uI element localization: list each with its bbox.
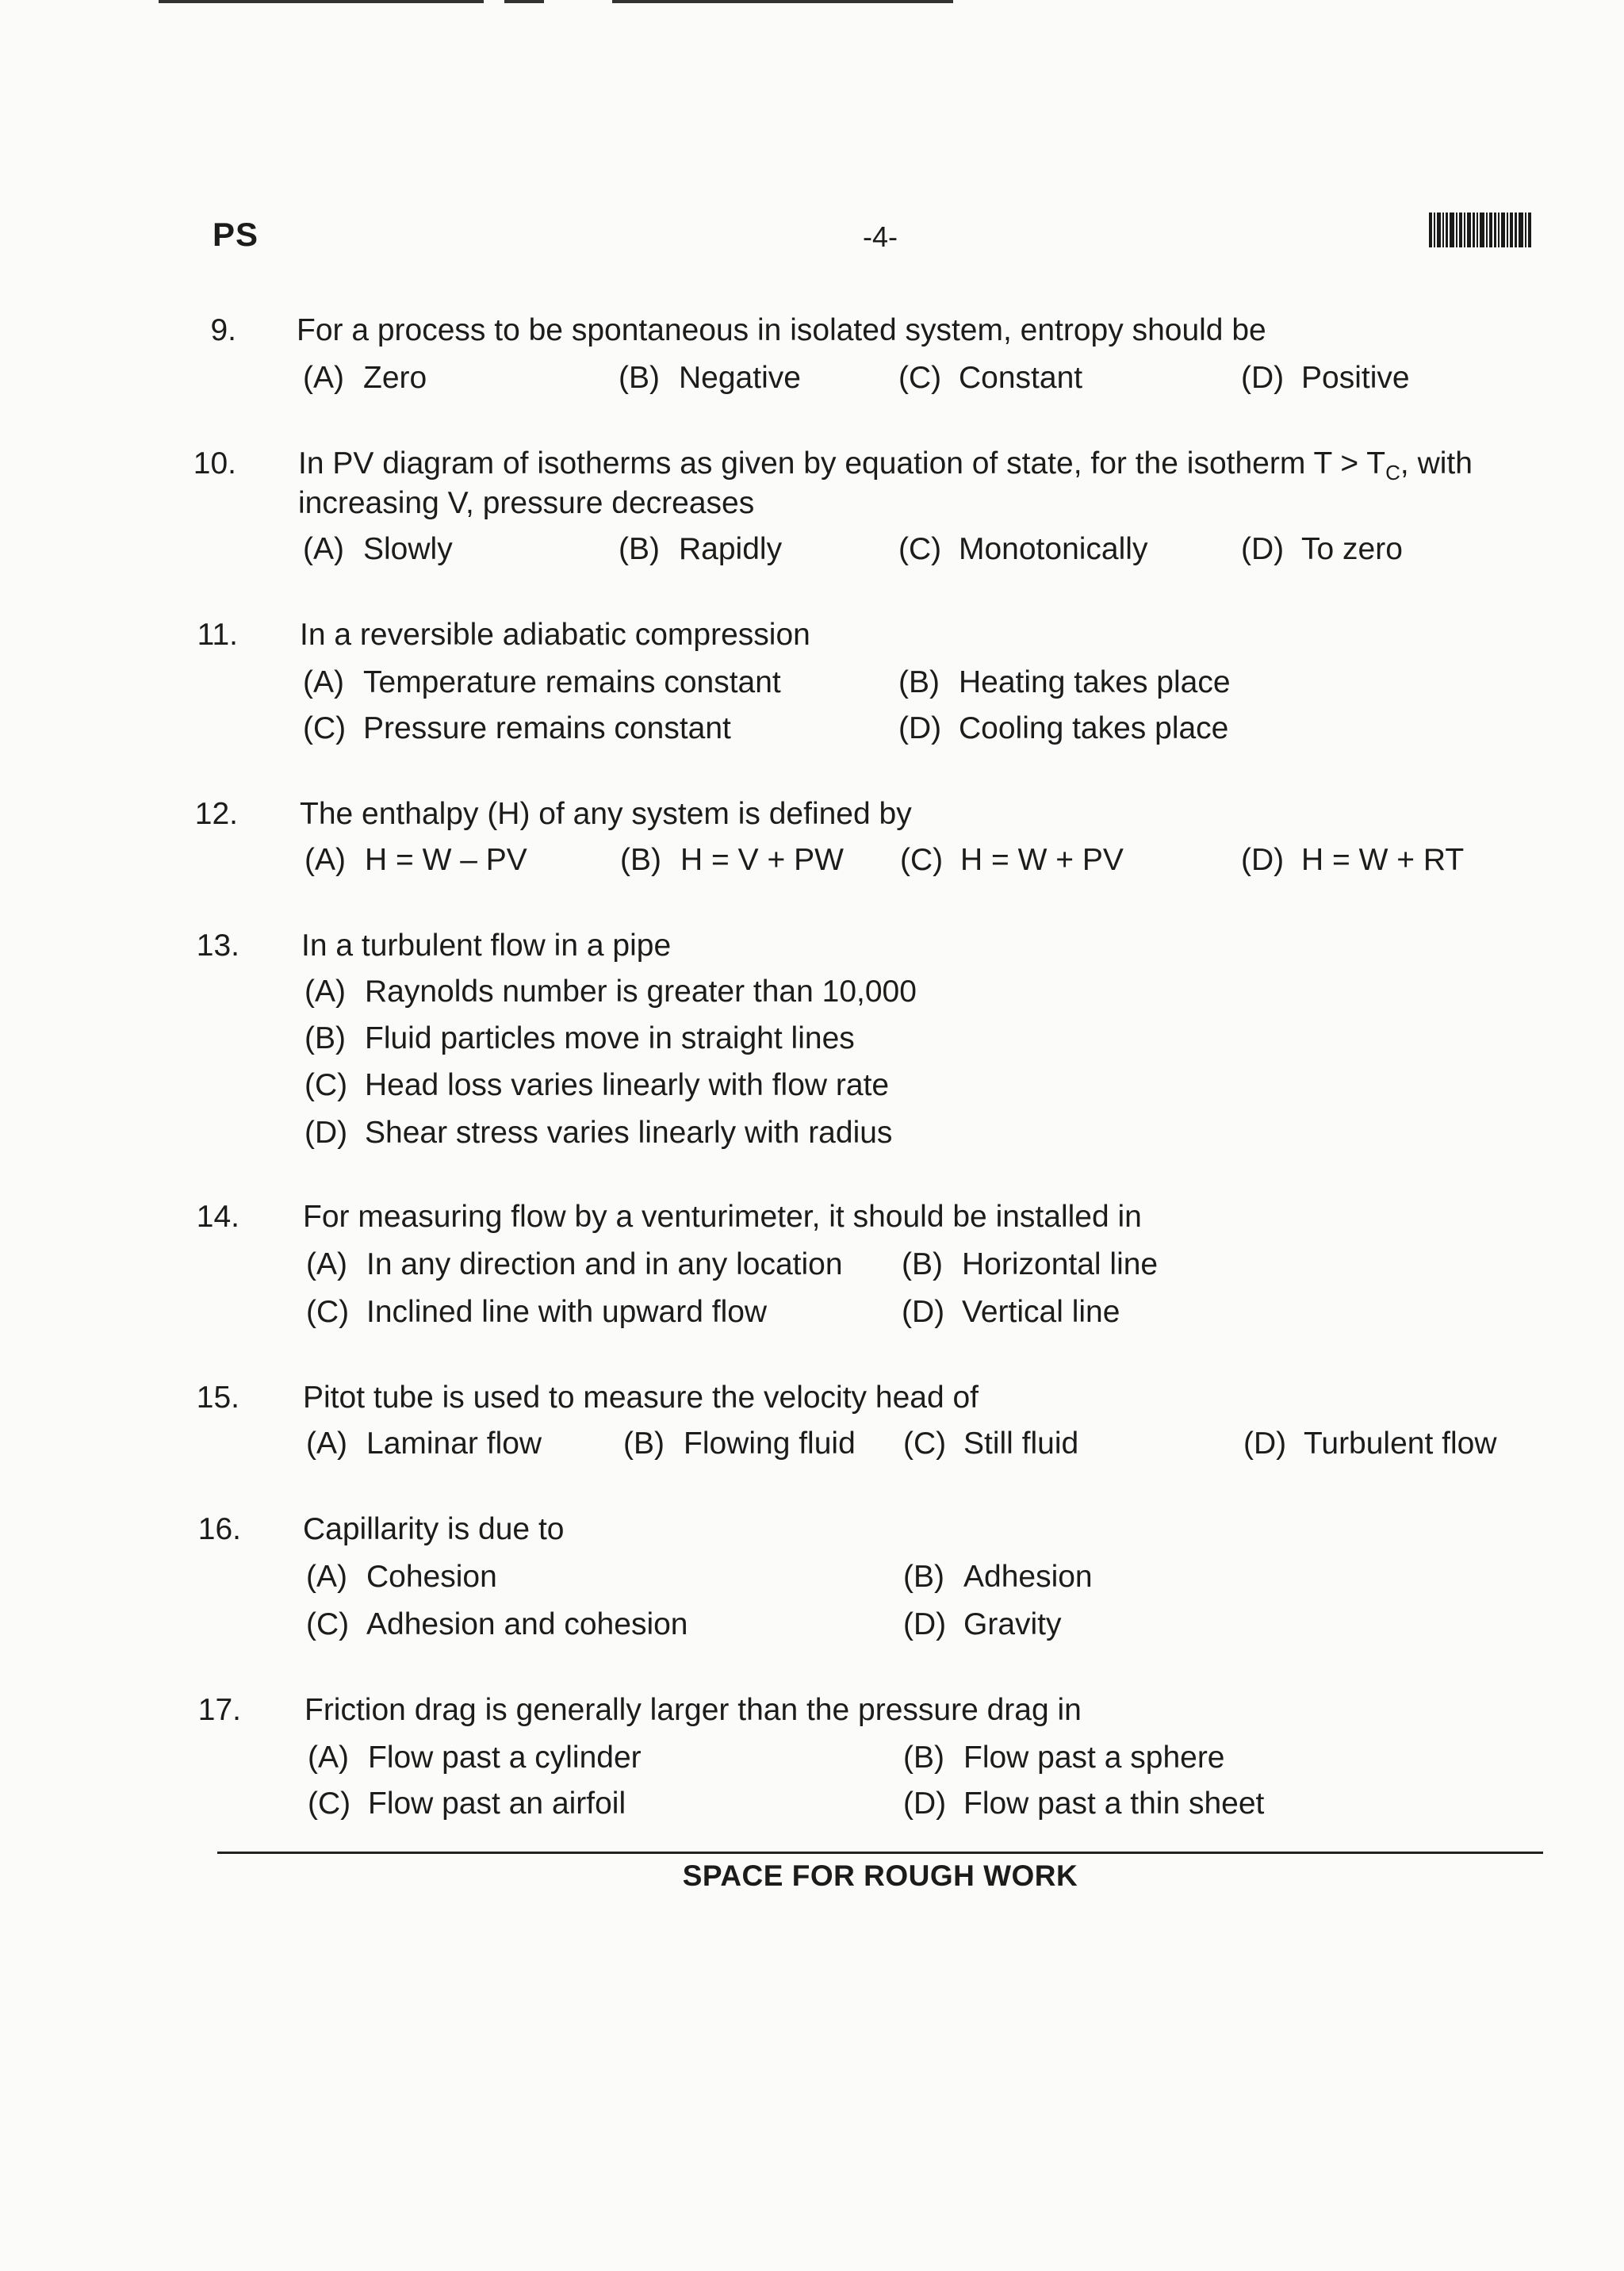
option-a: (A) H = W – PV [304, 843, 527, 877]
question-text: For a process to be spontaneous in isolated system, entropy should be [297, 313, 1266, 347]
question-number: 12. [194, 797, 238, 831]
option-a: (A) Cohesion [306, 1560, 497, 1594]
question-text: In a reversible adiabatic compression [300, 618, 810, 652]
option-b: (B) Flowing fluid [623, 1427, 856, 1461]
question-text: The enthalpy (H) of any system is defined by [300, 797, 912, 831]
option-c: (C) H = W + PV [900, 843, 1124, 877]
option-b: (B) Adhesion [903, 1560, 1093, 1594]
option-a: (A) Laminar flow [306, 1427, 542, 1461]
option-c: (C) Flow past an airfoil [308, 1787, 626, 1821]
option-d: (D) H = W + RT [1241, 843, 1465, 877]
option-d: (D) Shear stress varies linearly with radius [304, 1116, 893, 1150]
question-text: Pitot tube is used to measure the velocity head of [303, 1381, 979, 1415]
barcode-icon [1429, 213, 1544, 247]
option-d: (D) Vertical line [902, 1295, 1120, 1329]
option-c: (C) Pressure remains constant [303, 711, 731, 745]
option-a: (A) Slowly [303, 532, 453, 566]
option-a: (A) Raynolds number is greater than 10,000 [304, 975, 917, 1009]
question-text: Capillarity is due to [303, 1512, 565, 1546]
question-number: 13. [196, 929, 239, 963]
question-number: 10. [193, 446, 236, 481]
question-text-line2: increasing V, pressure decreases [298, 486, 755, 520]
question-text: In PV diagram of isotherms as given by equation of state, for the isotherm $T > T_C$, with [298, 446, 1473, 484]
rough-work-label: SPACE FOR ROUGH WORK [682, 1859, 1078, 1892]
question-text: For measuring flow by a venturimeter, it should be installed in [303, 1200, 1142, 1234]
option-d: (D) Cooling takes place [898, 711, 1229, 745]
question-number: 16. [197, 1512, 241, 1546]
option-b: (B) Flow past a sphere [903, 1741, 1225, 1775]
option-c: (C) Constant [898, 361, 1083, 395]
option-d: (D) Gravity [903, 1607, 1062, 1641]
paper-code: PS [213, 216, 259, 253]
option-d: (D) Turbulent flow [1243, 1427, 1497, 1461]
question-number: 9. [210, 313, 236, 347]
option-c: (C) Still fluid [903, 1427, 1079, 1461]
option-c: (C) Adhesion and cohesion [306, 1607, 688, 1641]
option-c: (C) Monotonically [898, 532, 1148, 566]
option-c: (C) Head loss varies linearly with flow rate [304, 1068, 890, 1102]
scan-edge-line [159, 0, 484, 3]
option-b: (B) Fluid particles move in straight lines [304, 1021, 855, 1055]
option-d: (D) To zero [1241, 532, 1403, 566]
option-b: (B) Negative [619, 361, 801, 395]
question-number: 11. [197, 618, 238, 652]
option-a: (A) Zero [303, 361, 427, 395]
option-b: (B) Heating takes place [898, 665, 1231, 699]
scan-edge-line [504, 0, 544, 3]
option-b: (B) Horizontal line [902, 1247, 1159, 1281]
rough-work-divider [217, 1852, 1543, 1854]
option-c: (C) Inclined line with upward flow [306, 1295, 768, 1329]
question-number: 14. [196, 1200, 239, 1234]
scan-edge-line [612, 0, 953, 3]
question-number: 15. [196, 1381, 239, 1415]
question-text: Friction drag is generally larger than the pressure drag in [304, 1693, 1082, 1727]
page-number: -4- [863, 220, 898, 253]
option-d: (D) Positive [1241, 361, 1410, 395]
option-a: (A) In any direction and in any location [306, 1247, 843, 1281]
option-b: (B) H = V + PW [620, 843, 844, 877]
option-a: (A) Temperature remains constant [303, 665, 781, 699]
option-d: (D) Flow past a thin sheet [903, 1787, 1265, 1821]
question-number: 17. [197, 1693, 241, 1727]
question-text: In a turbulent flow in a pipe [301, 929, 672, 963]
option-b: (B) Rapidly [619, 532, 783, 566]
option-a: (A) Flow past a cylinder [308, 1741, 642, 1775]
